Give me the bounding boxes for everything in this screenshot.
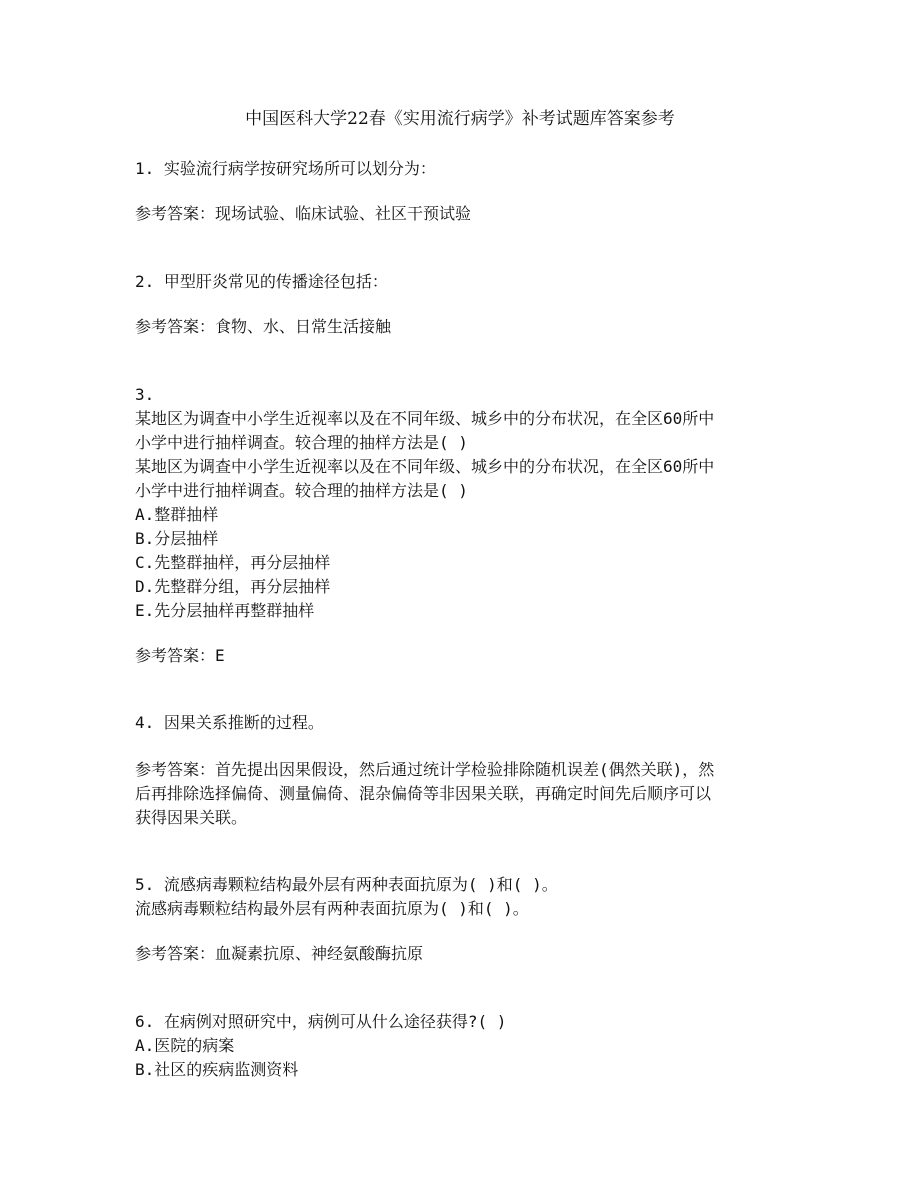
- option-d: D.先整群分组，再分层抽样: [135, 577, 331, 596]
- option-c: C.先整群抽样，再分层抽样: [135, 553, 331, 572]
- document-title: 中国医科大学22春《实用流行病学》补考试题库答案参考: [245, 109, 675, 129]
- question-text: 1. 实验流行病学按研究场所可以划分为：: [135, 159, 436, 178]
- option-e: E.先分层抽样再整群抽样: [135, 601, 315, 620]
- answer-text: 参考答案：血凝素抗原、神经氨酸酶抗原: [135, 944, 424, 963]
- answer-text: 参考答案：首先提出因果假设，然后通过统计学检验排除随机误差(偶然关联)，然: [135, 760, 715, 779]
- answer-text: 参考答案：现场试验、临床试验、社区干预试验: [135, 204, 472, 223]
- answer-text: 后再排除选择偏倚、测量偏倚、混杂偏倚等非因果关联，再确定时间先后顺序可以: [135, 784, 712, 803]
- question-text: 2. 甲型肝炎常见的传播途径包括：: [135, 272, 388, 291]
- option-b: B.分层抽样: [135, 529, 219, 548]
- question-text: 6. 在病例对照研究中，病例可从什么途径获得?( ): [135, 1012, 507, 1031]
- option-a: A.医院的病案: [135, 1036, 235, 1055]
- question-text: 5. 流感病毒颗粒结构最外层有两种表面抗原为( )和( )。: [135, 875, 558, 894]
- question-text: 小学中进行抽样调查。较合理的抽样方法是( ): [135, 433, 468, 452]
- question-number: 3.: [135, 385, 155, 404]
- answer-text: 获得因果关联。: [135, 808, 248, 827]
- answer-text: 参考答案：E: [135, 646, 225, 665]
- question-text: 某地区为调查中小学生近视率以及在不同年级、城乡中的分布状况，在全区60所中: [135, 409, 715, 428]
- question-text: 小学中进行抽样调查。较合理的抽样方法是( ): [135, 481, 468, 500]
- question-text: 4. 因果关系推断的过程。: [135, 713, 324, 732]
- question-text: 流感病毒颗粒结构最外层有两种表面抗原为( )和( )。: [135, 899, 529, 918]
- option-b: B.社区的疾病监测资料: [135, 1060, 299, 1079]
- question-text: 某地区为调查中小学生近视率以及在不同年级、城乡中的分布状况，在全区60所中: [135, 457, 715, 476]
- answer-text: 参考答案：食物、水、日常生活接触: [135, 317, 392, 336]
- option-a: A.整群抽样: [135, 505, 219, 524]
